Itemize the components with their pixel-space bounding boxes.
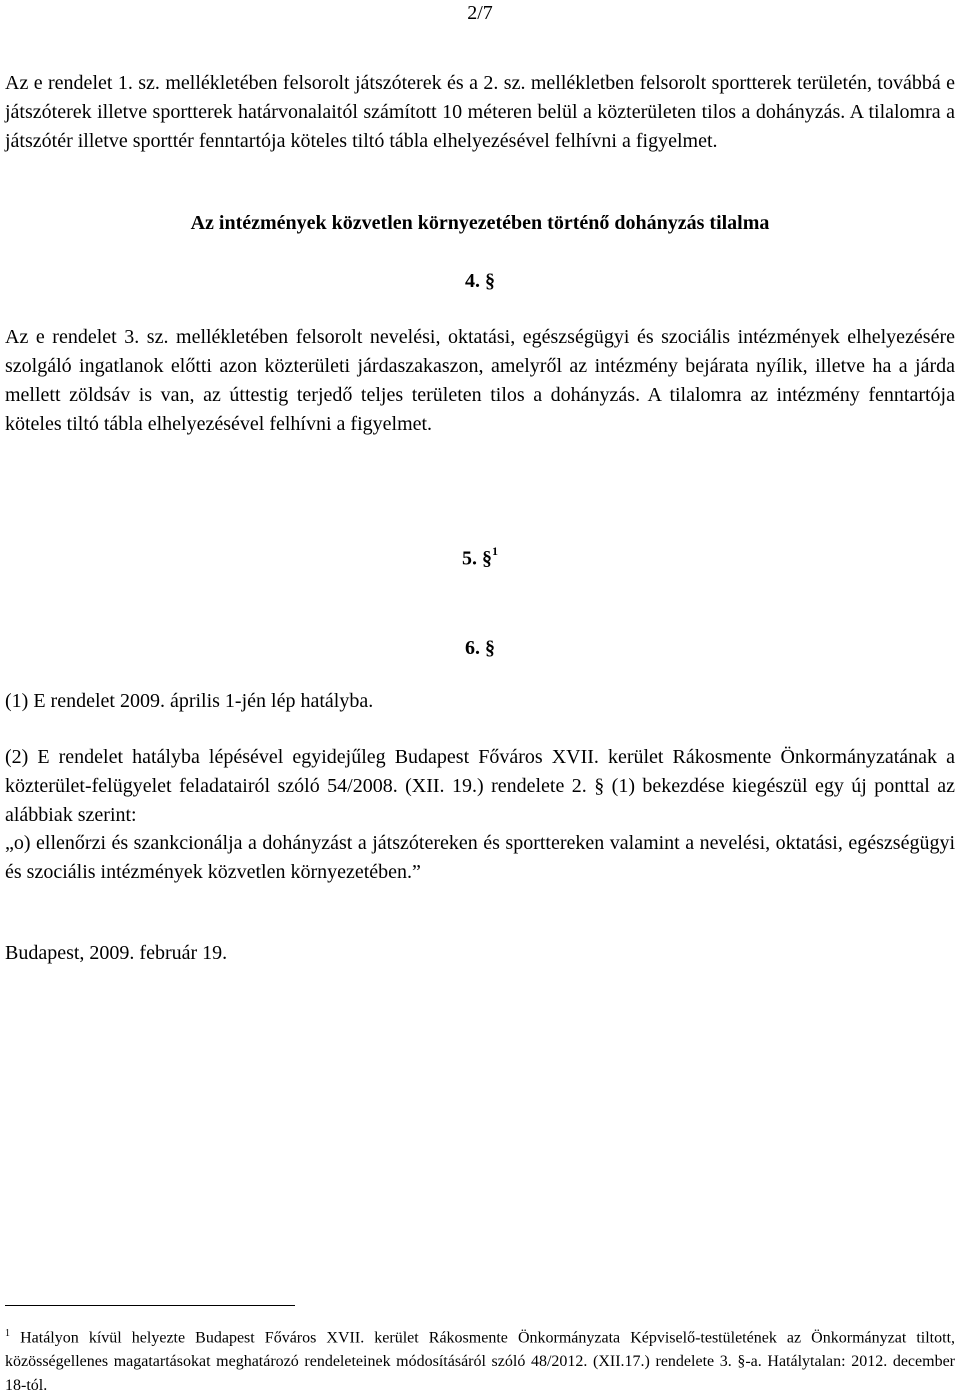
section-6-paragraph-1: (1) E rendelet 2009. április 1-jén lép hatályba.: [5, 690, 374, 712]
footnote-text: Hatályon kívül helyezte Budapest Főváros XVII. kerület Rákosmente Önkormányzata Képviselő-testületének az Önkormányzat tiltott, közösségellenes magatartásokat meghatározó rendeleteinek módosításáról szóló 48/2012. (XII.17.) rendelete 3. §-a. Hatálytalan: 2012. december 18-tól.: [5, 1329, 956, 1395]
intro-paragraph: Az e rendelet 1. sz. mellékletében felsorolt játszóterek és a 2. sz. mellékletben felsorolt sportterek területén, továbbá e játszóterek illetve sportterek határvonalaitól számított 10 méteren belül a közterületen tilos a dohányzás. A tilalomra a játszótér illetve sporttér fenntartója köteles tiltó tábla elhelyezésével felhívni a figyelmet.: [5, 72, 955, 152]
section-4-text: Az e rendelet 3. sz. mellékletében felsorolt nevelési, oktatási, egészségügyi és szociális intézmények elhelyezésére szolgáló ingatlanok előtti azon közterületi járdaszakaszon, amelyről az intézmény bejárata nyílik, illetve ha a járda mellett zöldsáv is van, az úttestig terjedő teljes területen tilos a dohányzás. A tilalomra az intézmény fenntartója köteles tiltó tábla elhelyezésével felhívni a figyelmet.: [5, 326, 955, 435]
footnote-ref[interactable]: 1: [492, 544, 498, 558]
section-5-label-text: 5. §: [462, 547, 492, 570]
section-heading: Az intézmények közvetlen környezetében történő dohányzás tilalma: [190, 212, 770, 234]
section-6-label: 6. §: [465, 637, 495, 659]
section-6-paragraph-3: „o) ellenőrzi és szankcionálja a dohányzást a játszótereken és sporttereken valamint a nevelési, oktatási, egészségügyi és szociális intézmények közvetlen környezetében.”: [5, 832, 955, 883]
footnote: [5, 1322, 955, 1398]
footnote-divider: [5, 1305, 295, 1306]
place-date: Budapest, 2009. február 19.: [5, 942, 228, 964]
section-5-label: [0, 546, 960, 571]
section-6-paragraph-2: (2) E rendelet hatályba lépésével egyidejűleg Budapest Főváros XVII. kerület Rákosmente Önkormányzatának a közterület-felügyelet feladatairól szóló 54/2008. (XII. 19.) rendelete 2. § (1) bekezdése kiegészül egy új ponttal az alábbiak szerint:: [5, 746, 955, 826]
footnote-number: 1: [5, 1328, 10, 1339]
section-4-label: 4. §: [465, 270, 495, 292]
page-number: 2/7: [467, 2, 493, 24]
